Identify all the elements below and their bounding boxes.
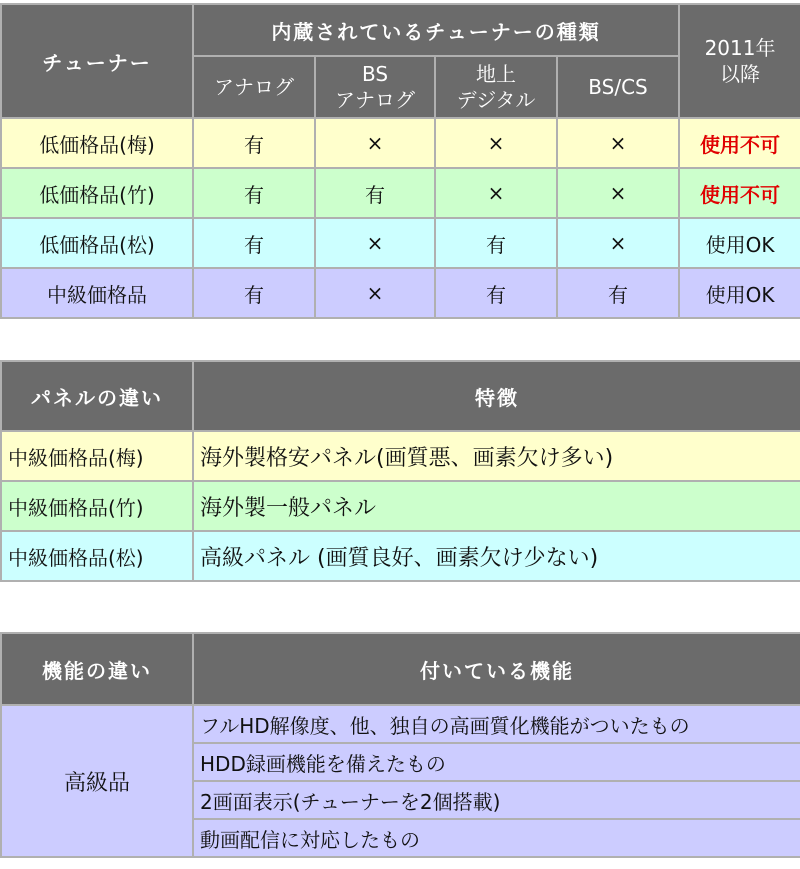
cell-status: 使用OK	[679, 268, 800, 318]
row-name: 中級価格品(竹)	[1, 481, 193, 531]
table-row	[1, 431, 800, 481]
table-row	[1, 481, 800, 531]
cell-bscs: ×	[557, 218, 679, 268]
header-bs-analog-line2: アナログ	[335, 88, 415, 112]
header-digital	[435, 56, 557, 118]
cell-status: 使用不可	[679, 118, 800, 168]
header-digital-line2: デジタル	[456, 88, 536, 112]
header-after-2011-line2: 以降	[720, 62, 761, 86]
header-panel-diff: パネルの違い	[1, 361, 193, 431]
feature-item: HDD録画機能を備えたもの	[193, 743, 800, 781]
cell-bscs: ×	[557, 118, 679, 168]
cell-bs-analog: ×	[315, 218, 435, 268]
header-after-2011	[679, 4, 800, 118]
cell-feature: 海外製一般パネル	[193, 481, 800, 531]
table-row	[1, 268, 800, 318]
cell-bscs: ×	[557, 168, 679, 218]
table-row	[1, 705, 800, 743]
header-after-2011-line1: 2011年	[704, 36, 776, 60]
cell-analog: 有	[193, 268, 315, 318]
header-digital-line1: 地上	[476, 62, 516, 86]
cell-digital: ×	[435, 118, 557, 168]
cell-digital: ×	[435, 168, 557, 218]
cell-bs-analog: ×	[315, 118, 435, 168]
cell-status: 使用OK	[679, 218, 800, 268]
table-row	[1, 118, 800, 168]
function-table	[0, 632, 800, 858]
header-bs-analog-line1: BS	[361, 62, 389, 86]
cell-feature: 高級パネル (画質良好、画素欠け少ない)	[193, 531, 800, 581]
header-builtin-tuners: 内蔵されているチューナーの種類	[193, 4, 679, 56]
header-function-diff: 機能の違い	[1, 633, 193, 705]
row-name: 中級価格品(松)	[1, 531, 193, 581]
feature-item: 動画配信に対応したもの	[193, 819, 800, 857]
row-name: 低価格品(梅)	[1, 118, 193, 168]
cell-bs-analog: ×	[315, 268, 435, 318]
cell-analog: 有	[193, 168, 315, 218]
header-tuner: チューナー	[1, 4, 193, 118]
table-row	[1, 218, 800, 268]
panel-table	[0, 360, 800, 582]
cell-bscs: 有	[557, 268, 679, 318]
row-name: 中級価格品	[1, 268, 193, 318]
header-bscs: BS/CS	[557, 56, 679, 118]
feature-item: 2画面表示(チューナーを2個搭載)	[193, 781, 800, 819]
table-row	[1, 168, 800, 218]
row-name: 低価格品(竹)	[1, 168, 193, 218]
cell-status: 使用不可	[679, 168, 800, 218]
feature-item: フルHD解像度、他、独自の高画質化機能がついたもの	[193, 705, 800, 743]
tuner-table	[0, 3, 800, 319]
table-row	[1, 531, 800, 581]
cell-digital: 有	[435, 218, 557, 268]
category-cell: 高級品	[1, 705, 193, 857]
cell-analog: 有	[193, 218, 315, 268]
cell-digital: 有	[435, 268, 557, 318]
cell-feature: 海外製格安パネル(画質悪、画素欠け多い)	[193, 431, 800, 481]
row-name: 中級価格品(梅)	[1, 431, 193, 481]
row-name: 低価格品(松)	[1, 218, 193, 268]
cell-analog: 有	[193, 118, 315, 168]
header-panel-feature: 特徴	[193, 361, 800, 431]
cell-bs-analog: 有	[315, 168, 435, 218]
header-bs-analog	[315, 56, 435, 118]
header-analog: アナログ	[193, 56, 315, 118]
header-function-feature: 付いている機能	[193, 633, 800, 705]
